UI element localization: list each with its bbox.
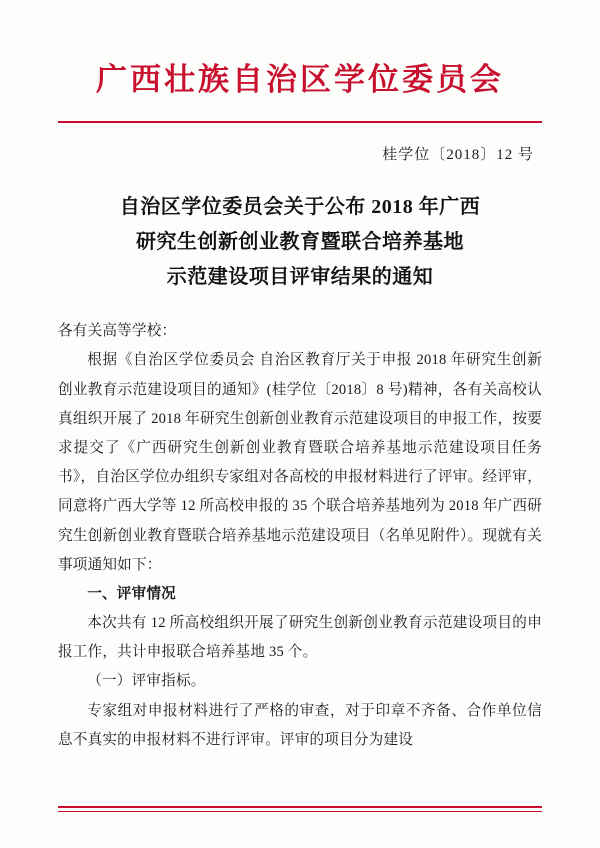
salutation-paragraph: 各有关高等学校： xyxy=(58,323,177,340)
section-heading-1: 一、评审情况 xyxy=(87,585,176,602)
footer-rule-thin xyxy=(58,811,542,812)
document-number: 桂学位〔2018〕12 号 xyxy=(382,147,534,164)
subsection-heading-1: （一）评审指标。 xyxy=(87,673,206,690)
footer-rule-thick xyxy=(58,806,542,808)
footer-divider xyxy=(58,806,542,812)
body-paragraph-2: 本次共有 12 所高校组织开展了研究生创新创业教育示范建设项目的申报工作，共计申报联合培养基地 35 个。 xyxy=(58,615,542,661)
header-divider-rule xyxy=(58,121,542,123)
document-body xyxy=(58,317,542,755)
body-paragraph-3: 专家组对申报材料进行了严格的审查，对于印章不齐备、合作单位信息不真实的申报材料不进行评审。评审的项目分为建设 xyxy=(58,702,542,748)
document-title-line-3: 示范建设项目评审结果的通知 xyxy=(166,266,434,289)
body-paragraph-1: 根据《自治区学位委员会 自治区教育厅关于申报 2018 年研究生创新创业教育示范建设项目的通知》(桂学位〔2018〕8 号)精神，各有关高校认真组织开展了 2018 年研究生创新创业教育示范建设项目的申报工作，按要求提交了《广西研究生创新创业教育暨联合培养基地示范建设项目任务书》，自治区学位办组织专家组对各高校的申报材料进行了评审。经评审，同意将广西大学等 12 所高校申报的 35 个联合培养基地列为 2018 年广西研究生创新创业教育暨联合培养基地示范建设项目（名单见附件）。现就有关事项通知如下： xyxy=(58,352,542,573)
issuing-authority-title: 广西壮族自治区学位委员会 xyxy=(96,62,504,98)
document-title xyxy=(58,190,542,295)
document-title-line-1: 自治区学位委员会关于公布 2018 年广西 xyxy=(119,196,481,219)
document-header xyxy=(58,0,542,123)
document-title-line-2: 研究生创新创业教育暨联合培养基地 xyxy=(136,231,464,254)
